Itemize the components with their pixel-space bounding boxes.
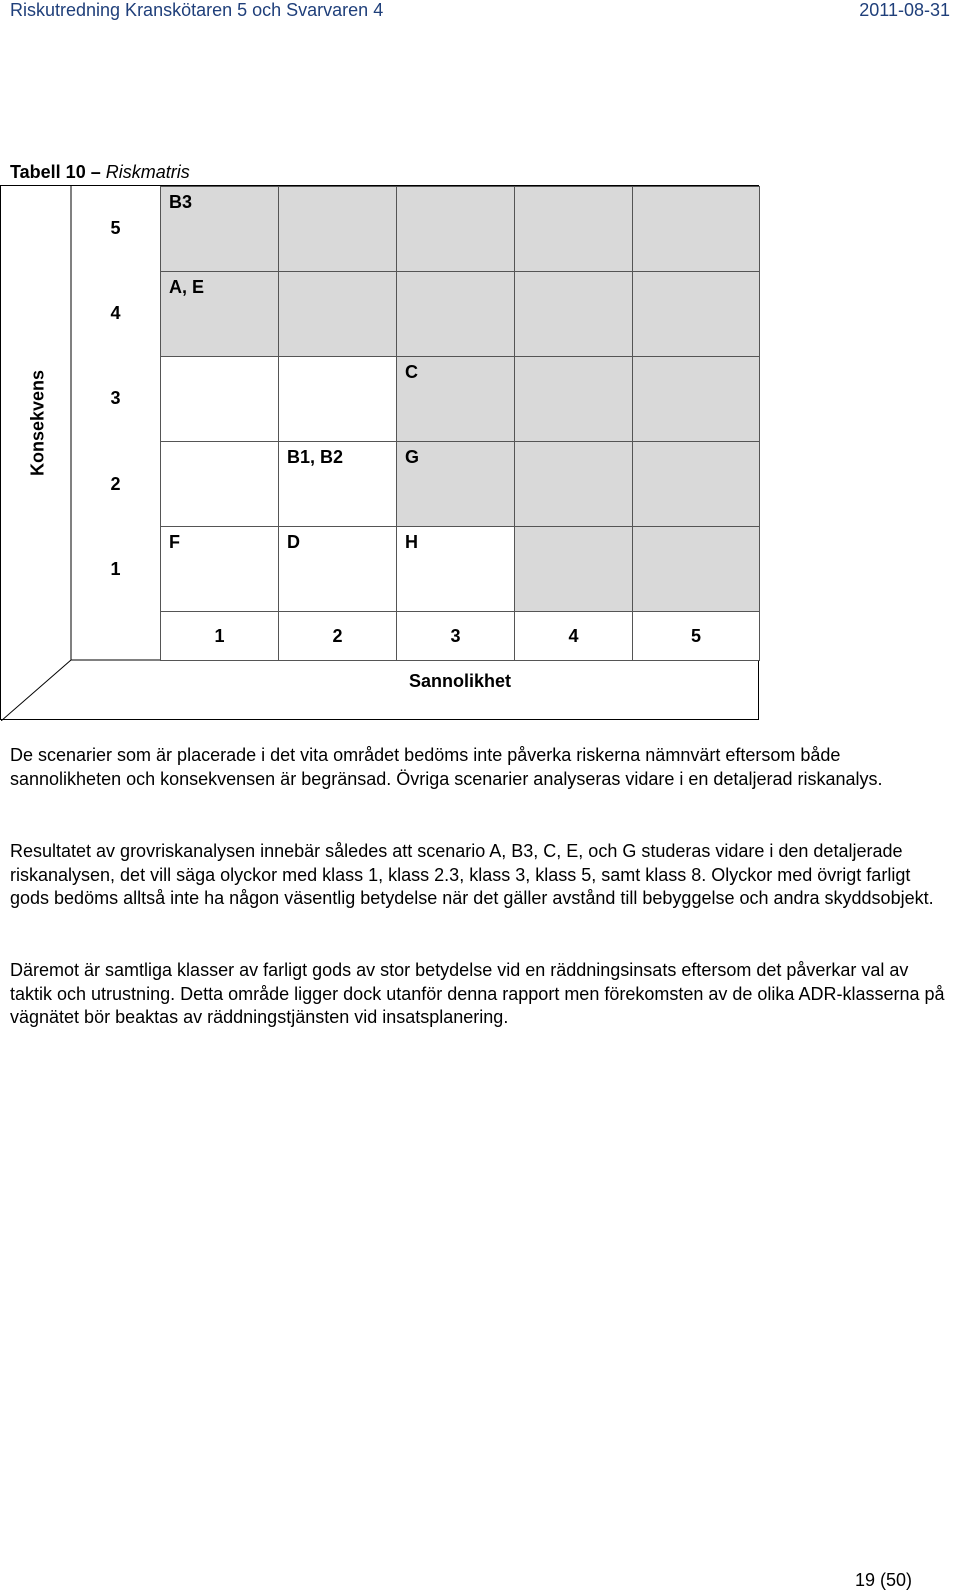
cell-r2-c3 <box>396 441 515 527</box>
cell-label: G <box>405 447 420 467</box>
col-number-3: 3 <box>396 611 515 661</box>
cell-r1-c3 <box>396 526 515 612</box>
cell-label: F <box>169 532 180 552</box>
cell-r2-c1 <box>160 441 279 527</box>
cell-r3-c5 <box>632 356 760 442</box>
table-caption <box>10 162 190 183</box>
cell-r4-c5 <box>632 271 760 357</box>
paragraph-white-area: De scenarier som är placerade i det vita området bedöms inte påverka riskerna nämnvärt eftersom både sannolikheten och konsekvensen är begränsad. Övriga scenarier analyseras vidare i en detaljerad riskanalys. <box>10 745 883 789</box>
cell-label: C <box>405 362 418 382</box>
cell-r3-c4 <box>514 356 633 442</box>
cell-r4-c1 <box>160 271 279 357</box>
table-title: Riskmatris <box>105 162 190 182</box>
cell-r1-c4 <box>514 526 633 612</box>
cell-r1-c5 <box>632 526 760 612</box>
page-header <box>10 0 950 22</box>
cell-r2-c5 <box>632 441 760 527</box>
risk-matrix <box>0 185 759 720</box>
cell-label: D <box>287 532 300 552</box>
cell-r5-c5 <box>632 186 760 272</box>
cell-r5-c4 <box>514 186 633 272</box>
cell-r1-c2 <box>278 526 397 612</box>
cell-r4-c3 <box>396 271 515 357</box>
cell-label: B3 <box>169 192 193 212</box>
cell-r5-c1 <box>160 186 279 272</box>
paragraph-rescue: Däremot är samtliga klasser av farligt gods av stor betydelse vid en räddningsinsats eftersom det påverkar val av taktik och utrustning. Detta område ligger dock utanför denna rapport men förekomsten av de olika ADR-klasserna på vägnätet bör beaktas av räddningstjänsten vid insatsplanering. <box>10 960 945 1027</box>
page-number: 19 (50) <box>854 1570 912 1590</box>
cell-label: B1, B2 <box>287 447 344 467</box>
row-number-4: 4 <box>110 303 121 323</box>
col-number-4: 4 <box>514 611 633 661</box>
paragraph-result: Resultatet av grovriskanalysen innebär således att scenario A, B3, C, E, och G studeras vidare i den detaljerade riskanalysen, det vill säga olyckor med klass 1, klass 2.3, klass 3, klass 5, samt klass 8. Olyckor med övrigt farligt gods bedöms alltså inte ha någon väsentlig betydelse när det gäller avstånd till bebyggelse och andra skyddsobjekt. <box>10 841 934 908</box>
cell-r3-c1 <box>160 356 279 442</box>
cell-r2-c4 <box>514 441 633 527</box>
cell-r2-c2 <box>278 441 397 527</box>
table-dash: – <box>90 162 101 182</box>
y-axis-label: Konsekvens <box>27 369 48 477</box>
col-number-2: 2 <box>278 611 397 661</box>
col-number-1: 1 <box>160 611 279 661</box>
document-date: 2011-08-31 <box>859 0 950 20</box>
cell-r4-c4 <box>514 271 633 357</box>
x-axis-label: Sannolikhet <box>408 671 511 691</box>
cell-r1-c1 <box>160 526 279 612</box>
table-label: Tabell 10 <box>10 162 86 182</box>
document-title: Riskutredning Kranskötaren 5 och Svarvaren 4 <box>10 0 384 20</box>
cell-r3-c2 <box>278 356 397 442</box>
cell-r5-c3 <box>396 186 515 272</box>
col-number-5: 5 <box>632 611 760 661</box>
cell-label: H <box>405 532 418 552</box>
row-number-3: 3 <box>110 388 121 408</box>
cell-r5-c2 <box>278 186 397 272</box>
cell-label: A, E <box>169 277 205 297</box>
cell-r3-c3 <box>396 356 515 442</box>
cell-r4-c2 <box>278 271 397 357</box>
row-number-5: 5 <box>110 218 121 238</box>
row-number-2: 2 <box>110 474 121 494</box>
row-number-1: 1 <box>110 559 121 579</box>
